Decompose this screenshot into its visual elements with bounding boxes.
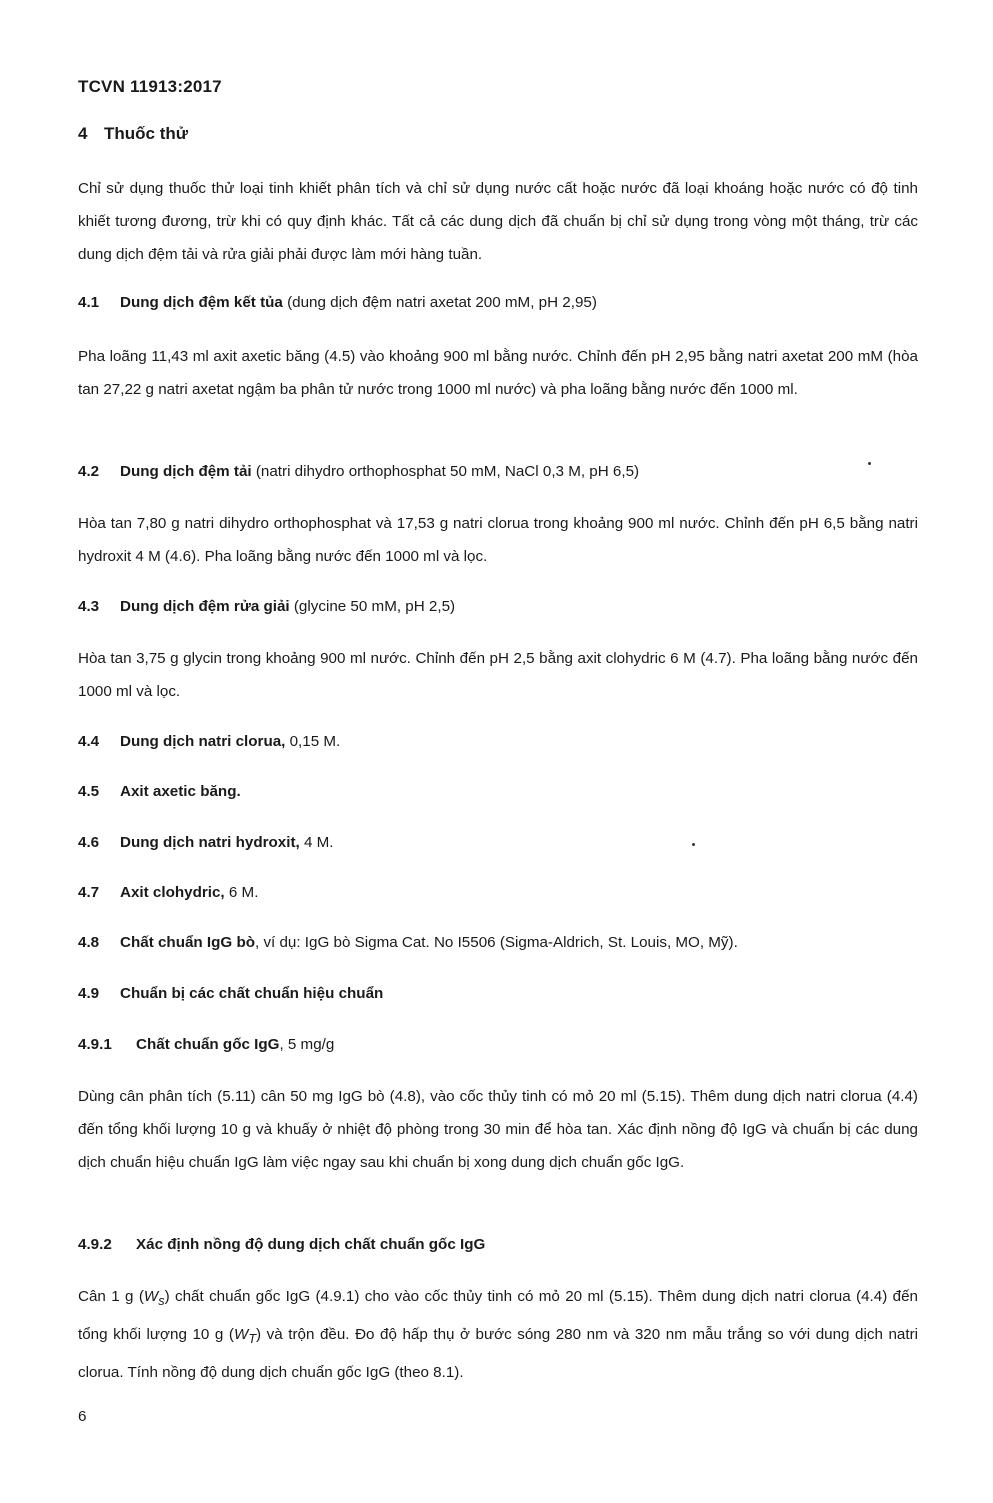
heading-rest: , 5 mg/g (279, 1036, 335, 1053)
symbol-subscript: s (158, 1294, 165, 1309)
heading-4-2 (78, 463, 639, 480)
heading-4-7 (78, 884, 258, 901)
heading-4-9-1 (78, 1036, 334, 1053)
heading-4-4 (78, 733, 340, 750)
symbol-ws (143, 1288, 165, 1309)
scan-speck (692, 843, 695, 846)
symbol-wt (233, 1326, 257, 1347)
heading-number: 4.7 (78, 884, 100, 901)
intro-paragraph: Chỉ sử dụng thuốc thử loại tinh khiết phân tích và chỉ sử dụng nước cất hoặc nước đã loại khoáng hoặc nước có độ tinh khiết tương đương, trừ khi có quy định khác. Tất cả các dung dịch đã chuẩn bị chỉ sử dụng trong vòng một tháng, trừ các dung dịch đệm tải và rửa giải phải được làm mới hàng tuần. (78, 180, 918, 263)
heading-number: 4.1 (78, 294, 100, 311)
heading-rest: 4 M. (299, 834, 334, 851)
heading-number: 4.6 (78, 834, 100, 851)
heading-4-8 (78, 934, 738, 951)
heading-number: 4.8 (78, 934, 100, 951)
heading-title: Dung dịch natri hydroxit, (120, 834, 300, 851)
heading-rest: , ví dụ: IgG bò Sigma Cat. No I5506 (Sigma-Aldrich, St. Louis, MO, Mỹ). (255, 934, 738, 951)
heading-title: Dung dịch đệm kết tủa (120, 294, 283, 311)
text-run: ) và trộn đều. Đo độ hấp thụ ở bước sóng 280 nm và 320 nm mẫu trắng so với dung dịch natri clorua. Tính nồng độ dung dịch chuẩn gốc IgG (theo 8.1). (78, 1326, 919, 1382)
heading-title: Axit clohydric, (120, 884, 225, 901)
symbol-letter: W (233, 1326, 249, 1344)
heading-rest: 0,15 M. (285, 733, 341, 750)
symbol-letter: W (143, 1288, 159, 1305)
text-run: ) chất chuẩn gốc IgG (4.9.1) cho vào cốc thủy tinh có mỏ 20 ml (5.15). Thêm dung dịch natri clorua (4.4) đến tổng khối lượng 10 g ( (78, 1288, 918, 1344)
heading-rest: (glycine 50 mM, pH 2,5) (289, 598, 456, 615)
text-run: Cân 1 g ( (78, 1288, 144, 1305)
heading-number: 4.2 (78, 463, 100, 480)
heading-rest: (dung dịch đệm natri axetat 200 mM, pH 2,95) (282, 294, 597, 311)
heading-title: Chất chuẩn gốc IgG (136, 1036, 280, 1053)
heading-number: 4.5 (78, 783, 100, 800)
heading-title: Chuẩn bị các chất chuẩn hiệu chuẩn (120, 985, 384, 1002)
paragraph-4-9-1: Dùng cân phân tích (5.11) cân 50 mg IgG bò (4.8), vào cốc thủy tinh có mỏ 20 ml (5.15). Thêm dung dịch natri clorua (4.4) đến tổng khối lượng 10 g và khuấy ở nhiệt độ phòng trong 30 min để hòa tan. Xác định nồng độ IgG và chuẩn bị các dung dịch chuẩn hiệu chuẩn IgG làm việc ngay sau khi chuẩn bị xong dung dịch chuẩn gốc IgG. (78, 1088, 918, 1171)
heading-4-1 (78, 294, 597, 311)
heading-number: 4.9 (78, 985, 100, 1002)
heading-title: Dung dịch natri clorua, (120, 733, 286, 750)
heading-4-3 (78, 598, 455, 615)
heading-title: Dung dịch đệm tải (120, 463, 252, 480)
heading-4-5 (78, 783, 241, 800)
heading-rest: (natri dihydro orthophosphat 50 mM, NaCl 0,3 M, pH 6,5) (251, 463, 640, 480)
heading-title: Xác định nồng độ dung dịch chất chuẩn gốc IgG (136, 1236, 486, 1253)
heading-number: 4.4 (78, 733, 100, 750)
heading-title: Dung dịch đệm rửa giải (120, 598, 290, 615)
heading-number: 4.9.2 (78, 1236, 112, 1253)
section-title: Thuốc thử (104, 124, 189, 143)
heading-rest: 6 M. (224, 884, 259, 901)
scan-speck (868, 462, 871, 465)
heading-4-9 (78, 985, 383, 1002)
paragraph-4-1: Pha loãng 11,43 ml axit axetic băng (4.5) vào khoảng 900 ml bằng nước. Chỉnh đến pH 2,95 bằng natri axetat 200 mM (hòa tan 27,22 g natri axetat ngậm ba phân tử nước trong 1000 ml nước) và pha loãng bằng nước đến 1000 ml. (78, 348, 918, 398)
symbol-subscript: T (248, 1332, 257, 1347)
heading-title: Chất chuẩn IgG bò (120, 934, 255, 951)
heading-number: 4.3 (78, 598, 100, 615)
heading-4-9-2 (78, 1236, 485, 1253)
standard-id: TCVN 11913:2017 (78, 77, 222, 96)
heading-title: Axit axetic băng. (120, 783, 241, 800)
section-number: 4 (78, 124, 88, 143)
heading-number: 4.9.1 (78, 1036, 112, 1053)
paragraph-4-9-2 (78, 1280, 918, 1389)
section-heading (78, 124, 188, 144)
heading-4-6 (78, 834, 334, 851)
page-number: 6 (78, 1408, 87, 1425)
paragraph-4-3: Hòa tan 3,75 g glycin trong khoảng 900 ml nước. Chỉnh đến pH 2,5 bằng axit clohydric 6 M (4.7). Pha loãng bằng nước đến 1000 ml và lọc. (78, 650, 918, 700)
paragraph-4-2: Hòa tan 7,80 g natri dihydro orthophosphat và 17,53 g natri clorua trong khoảng 900 ml nước. Chỉnh đến pH 6,5 bằng natri hydroxit 4 M (4.6). Pha loãng bằng nước đến 1000 ml và lọc. (78, 515, 918, 565)
